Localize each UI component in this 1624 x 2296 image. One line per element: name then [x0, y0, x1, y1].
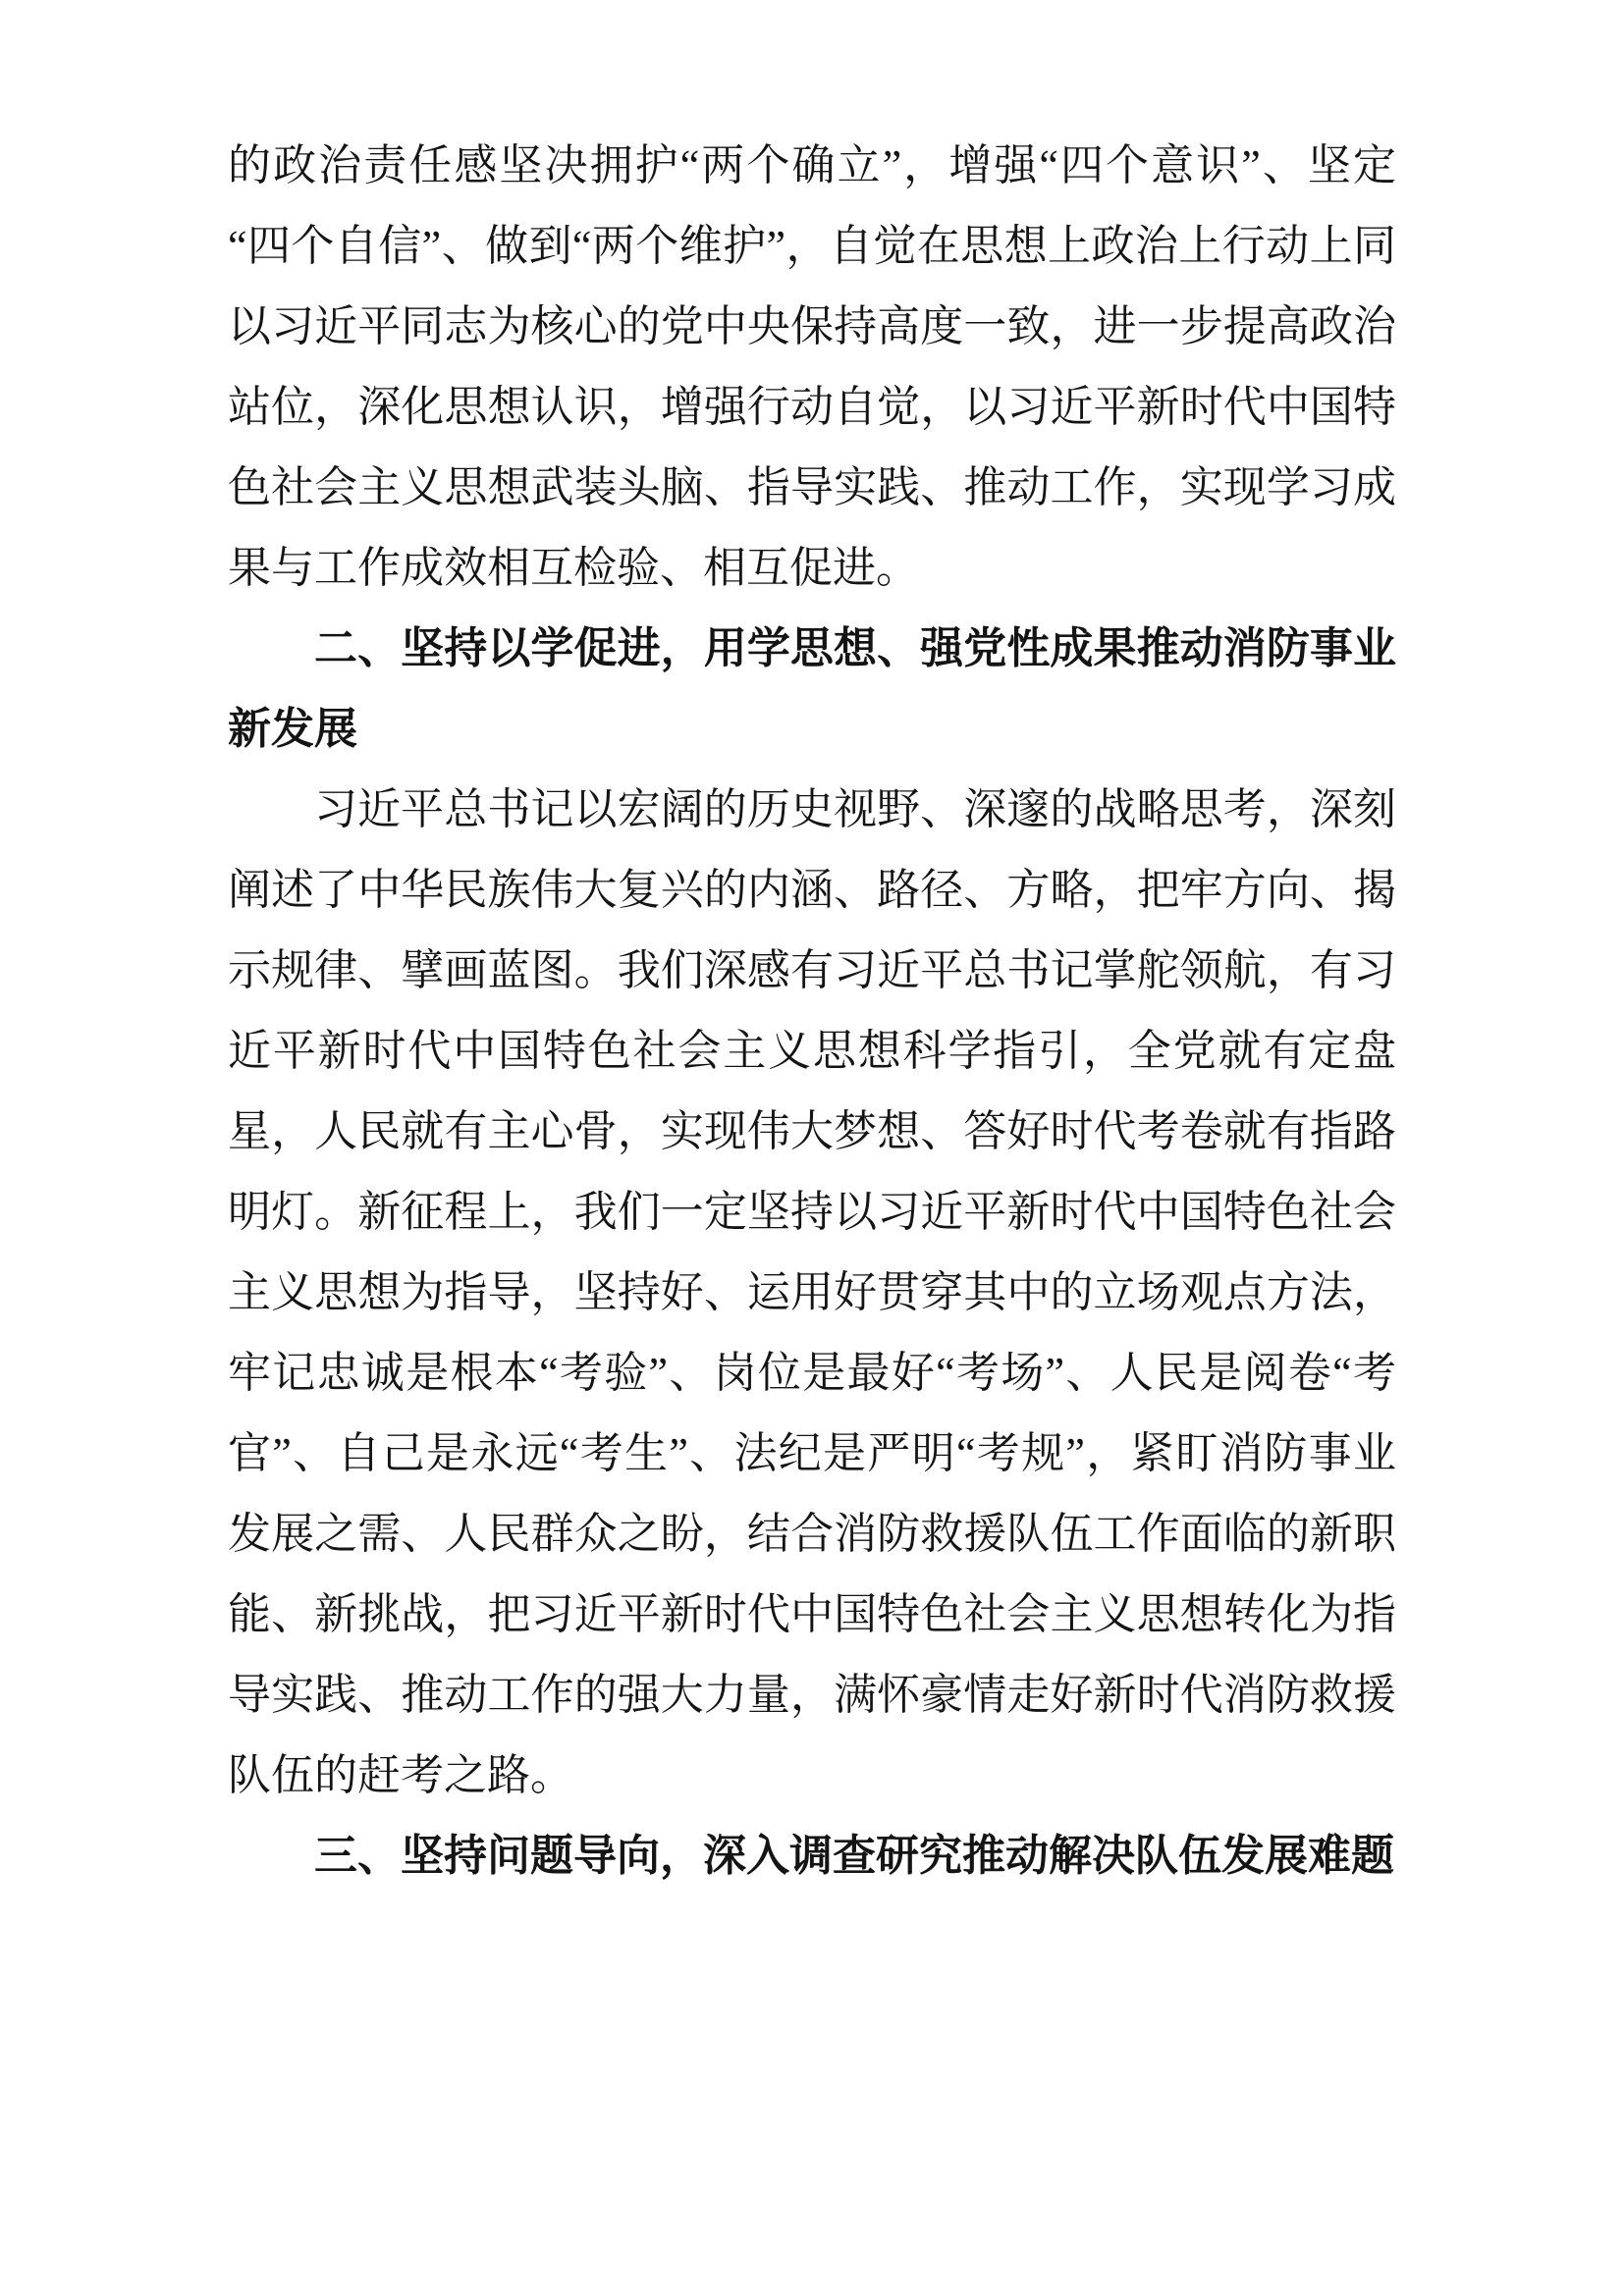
section-heading-three: 三、坚持问题导向，深入调查研究推动解决队伍发展难题 — [314, 1832, 1394, 1880]
paragraph-section-two-body: 习近平总书记以宏阔的历史视野、深邃的战略思考，深刻阐述了中华民族伟大复兴的内涵、路径、方略，把牢方向、揭示规律、擘画蓝图。我们深感有习近平总书记掌舵领航，有习近平新时代中国特色社会主义思想科学指引，全党就有定盘星，人民就有主心骨，实现伟大梦想、答好时代考卷就有指路明灯。新征程上，我们一定坚持以习近平新时代中国特色社会主义思想为指导，坚持好、运用好贯穿其中的立场观点方法，牢记忠诚是根本“考验”、岗位是最好“考场”、人民是阅卷“考官”、自己是永远“考生”、法纪是严明“考规”，紧盯消防事业发展之需、人民群众之盼，结合消防救援队伍工作面临的新职能、新挑战，把习近平新时代中国特色社会主义思想转化为指导实践、推动工作的强大力量，满怀豪情走好新时代消防救援队伍的赶考之路。 — [228, 785, 1396, 1799]
section-heading-two: 二、坚持以学促进，用学思想、强党性成果推动消防事业新发展 — [228, 624, 1396, 753]
paragraph-continuation: 的政治责任感坚决拥护“两个确立”，增强“四个意识”、坚定“四个自信”、做到“两个维护”，自觉在思想上政治上行动上同以习近平同志为核心的党中央保持高度一致，进一步提高政治站位，深化思想认识，增强行动自觉，以习近平新时代中国特色社会主义思想武装头脑、指导实践、推动工作，实现学习成果与工作成效相互检验、相互促进。 — [228, 141, 1396, 592]
